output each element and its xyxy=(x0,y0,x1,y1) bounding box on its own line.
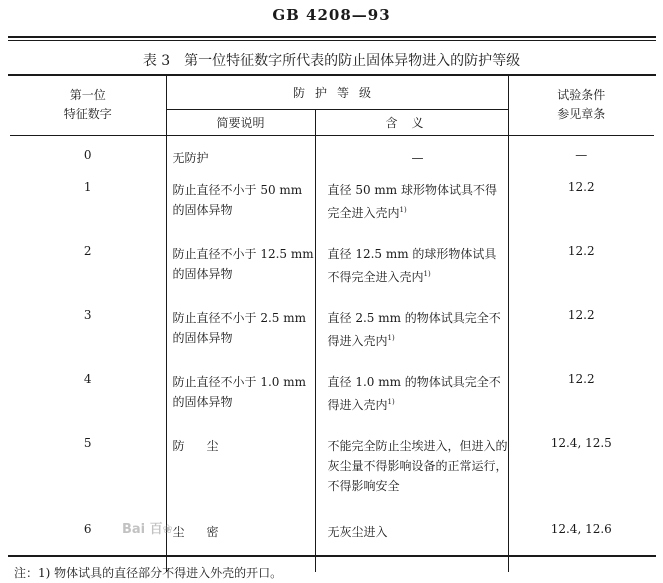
meaning-text: 不能完全防止尘埃进入，但进入的灰尘量不得影响设备的正常运行，不得影响安全 xyxy=(327,438,508,493)
cell-test: 12.4, 12.6 xyxy=(550,521,612,536)
footnote-marker: 1) xyxy=(387,397,395,406)
cell-brief: 防止直径不小于 12.5 mm 的固体异物 xyxy=(166,232,315,296)
cell-digit: 1 xyxy=(10,168,166,232)
cell-test: 12.4, 12.5 xyxy=(550,435,612,450)
cell-brief: 尘密 xyxy=(166,510,315,572)
table-bottom-rule xyxy=(8,555,656,557)
cell-test: 12.2 xyxy=(567,371,595,386)
cell-digit: 2 xyxy=(10,232,166,296)
cell-brief: 防尘 xyxy=(166,424,315,510)
table-header-row xyxy=(10,76,654,109)
cell-brief: 防止直径不小于 2.5 mm 的固体异物 xyxy=(166,296,315,360)
cell-digit: 6 xyxy=(10,510,166,572)
paw-icon: ❀ xyxy=(162,522,173,536)
cell-meaning xyxy=(315,168,508,232)
standard-code: GB 4208—93 xyxy=(272,6,391,24)
cell-meaning xyxy=(315,360,508,424)
cell-test: 12.2 xyxy=(567,179,595,194)
baidu-watermark xyxy=(122,518,173,537)
cell-digit: 4 xyxy=(10,360,166,424)
table-row xyxy=(10,168,654,232)
meaning-text: 直径 50 mm 球形物体试具不得完全进入壳内 xyxy=(327,182,497,220)
header-rule-thick xyxy=(8,36,656,38)
cell-meaning xyxy=(315,232,508,296)
footnote-marker: 1) xyxy=(387,333,395,342)
header-brief: 简要说明 xyxy=(166,109,315,135)
cell-meaning xyxy=(315,135,508,168)
cell-meaning xyxy=(315,296,508,360)
meaning-text: 直径 1.0 mm 的物体试具完全不得进入壳内 xyxy=(327,374,501,412)
cell-test: 12.2 xyxy=(567,243,595,258)
table-row xyxy=(10,424,654,510)
watermark-text: Bai 百 xyxy=(122,522,163,537)
table-row xyxy=(10,360,654,424)
cell-brief: 防止直径不小于 1.0 mm 的固体异物 xyxy=(166,360,315,424)
header-test: 试验条件 参见章条 xyxy=(508,76,654,135)
table-row xyxy=(10,296,654,360)
header-digit: 第一位 特征数字 xyxy=(10,76,166,135)
footnote-marker: 1) xyxy=(423,269,431,278)
meaning-text: 直径 2.5 mm 的物体试具完全不得进入壳内 xyxy=(327,310,501,348)
meaning-text: — xyxy=(411,150,424,165)
footnote: 注：1) 物体试具的直径部分不得进入外壳的开口。 xyxy=(14,566,283,580)
cell-digit: 5 xyxy=(10,424,166,510)
cell-digit: 0 xyxy=(10,135,166,168)
cell-test: 12.2 xyxy=(567,307,595,322)
table-row xyxy=(10,510,654,572)
cell-meaning xyxy=(315,510,508,572)
table-row xyxy=(10,135,654,168)
footnote-marker: 1) xyxy=(399,205,407,214)
meaning-text: 直径 12.5 mm 的球形物体试具不得完全进入壳内 xyxy=(327,246,497,284)
cell-brief: 防止直径不小于 50 mm 的固体异物 xyxy=(166,168,315,232)
protection-grade-table xyxy=(10,76,654,572)
header-protection: 防护等级 xyxy=(166,76,508,109)
cell-meaning xyxy=(315,424,508,510)
header-meaning: 含义 xyxy=(315,109,508,135)
table-title: 表 3 第一位特征数字所代表的防止固体异物进入的防护等级 xyxy=(142,53,521,69)
cell-brief: 无防护 xyxy=(166,135,315,168)
cell-test: — xyxy=(575,147,588,162)
cell-digit: 3 xyxy=(10,296,166,360)
table-row xyxy=(10,232,654,296)
header-rule-thin xyxy=(8,40,656,41)
meaning-text: 无灰尘进入 xyxy=(327,524,388,539)
